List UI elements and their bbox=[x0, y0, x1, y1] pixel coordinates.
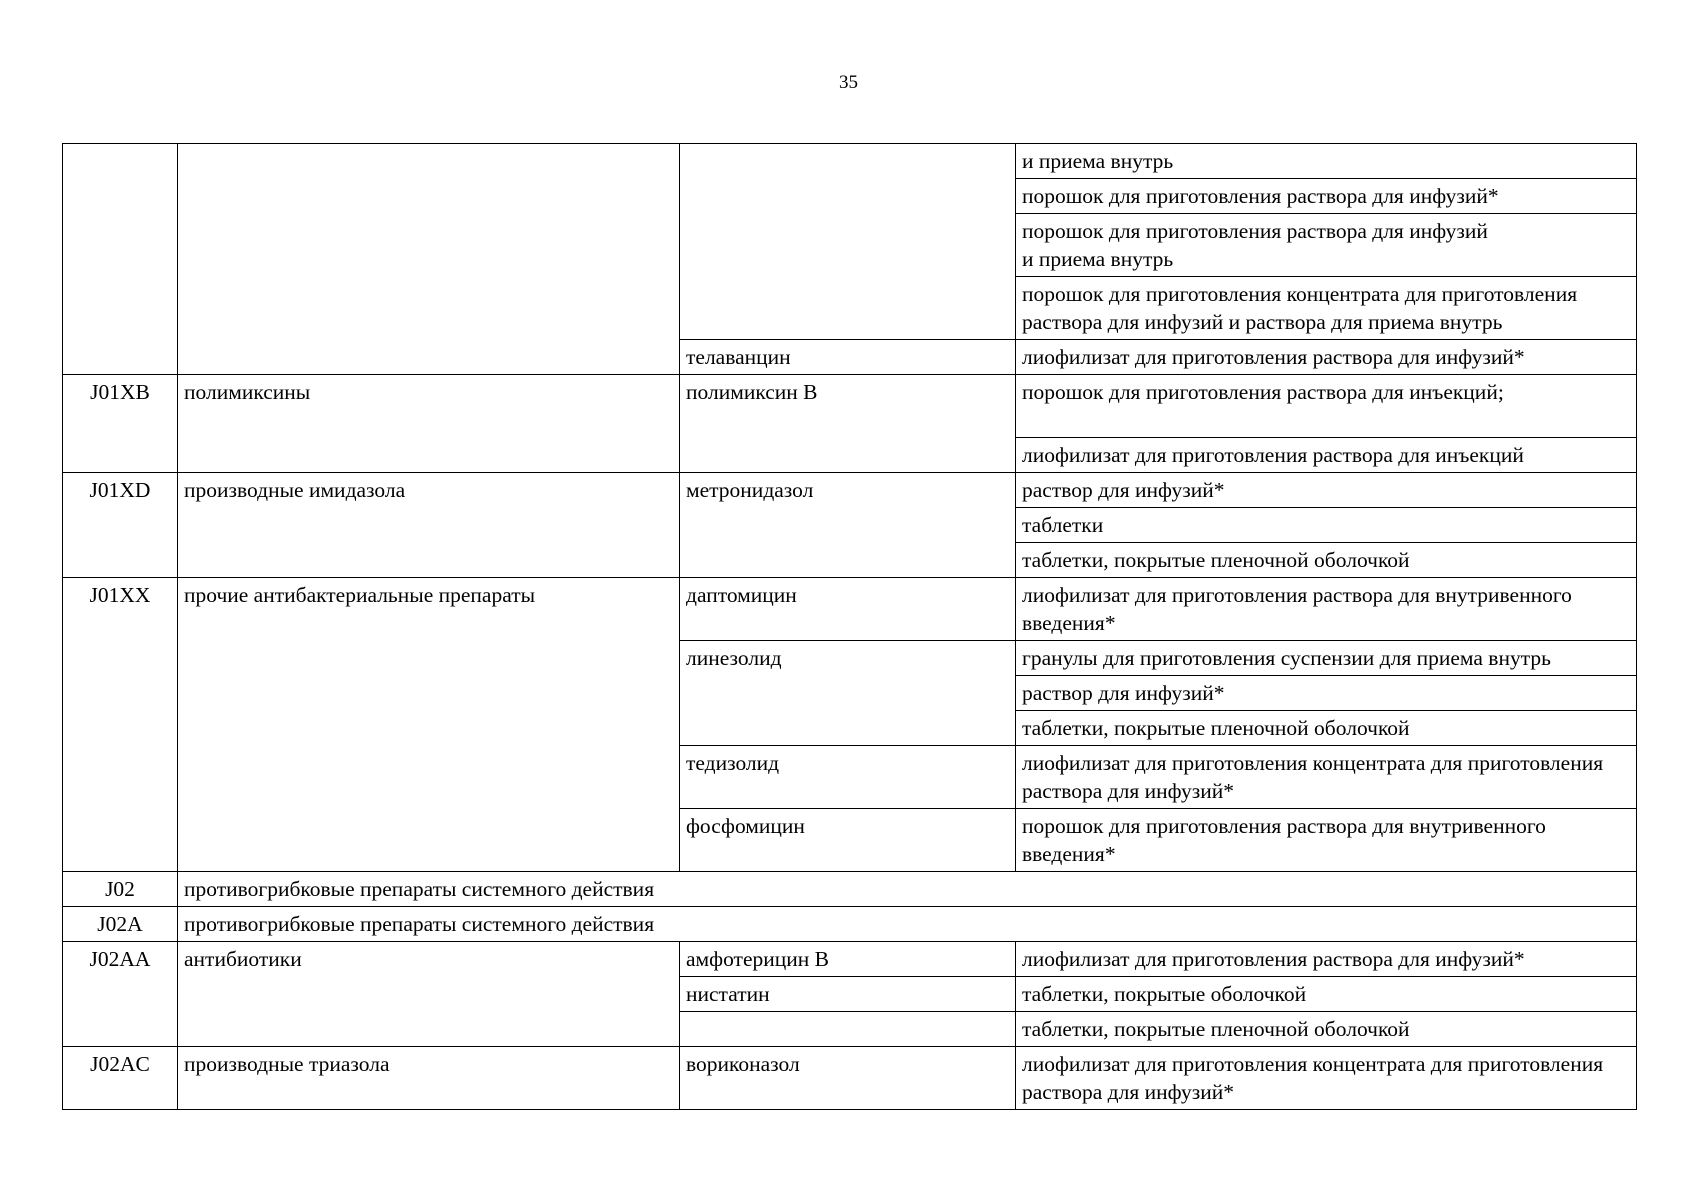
atc-code: J02AA bbox=[63, 942, 178, 1047]
form-cell: лиофилизат для приготовления раствора для инъекций bbox=[1016, 438, 1637, 473]
drug-cell: вориконазол bbox=[680, 1047, 1016, 1110]
drug-cell: тедизолид bbox=[680, 746, 1016, 809]
atc-code: J02AC bbox=[63, 1047, 178, 1110]
group-name: полимиксины bbox=[178, 375, 680, 473]
group-name: производные имидазола bbox=[178, 473, 680, 578]
table-row bbox=[63, 473, 1637, 508]
group-cell-empty bbox=[178, 144, 680, 375]
form-cell: таблетки, покрытые пленочной оболочкой bbox=[1016, 543, 1637, 578]
atc-code: J01XX bbox=[63, 578, 178, 872]
form-cell: лиофилизат для приготовления концентрата для приготовления раствора для инфузий* bbox=[1016, 1047, 1637, 1110]
form-cell: и приема внутрь bbox=[1016, 144, 1637, 179]
drug-table-grid bbox=[62, 143, 1637, 1110]
table-row bbox=[63, 375, 1637, 438]
form-cell: лиофилизат для приготовления концентрата для приготовления раствора для инфузий* bbox=[1016, 746, 1637, 809]
form-cell: порошок для приготовления раствора для инфузий и приема внутрь bbox=[1016, 214, 1637, 277]
form-cell: таблетки, покрытые пленочной оболочкой bbox=[1016, 711, 1637, 746]
form-cell: раствор для инфузий* bbox=[1016, 473, 1637, 508]
form-cell: таблетки bbox=[1016, 508, 1637, 543]
table-row bbox=[63, 1047, 1637, 1110]
drug-cell: полимиксин B bbox=[680, 375, 1016, 473]
drug-cell: фосфомицин bbox=[680, 809, 1016, 872]
form-cell: порошок для приготовления раствора для инъекций; bbox=[1016, 375, 1637, 438]
form-cell: лиофилизат для приготовления раствора для инфузий* bbox=[1016, 942, 1637, 977]
atc-code: J01XB bbox=[63, 375, 178, 473]
drug-cell: метронидазол bbox=[680, 473, 1016, 578]
table-row bbox=[63, 942, 1637, 977]
form-cell: порошок для приготовления концентрата для приготовления раствора для инфузий и раствора для приема внутрь bbox=[1016, 277, 1637, 340]
table-row bbox=[63, 144, 1637, 179]
page-number: 35 bbox=[839, 72, 858, 93]
group-name: прочие антибактериальные препараты bbox=[178, 578, 680, 872]
drug-cell: телаванцин bbox=[680, 340, 1016, 375]
form-cell: лиофилизат для приготовления раствора для внутривенного введения* bbox=[1016, 578, 1637, 641]
table-row bbox=[63, 872, 1637, 907]
group-name: антибиотики bbox=[178, 942, 680, 1047]
table-row bbox=[63, 578, 1637, 641]
drug-cell-empty bbox=[680, 1012, 1016, 1047]
code-cell-empty bbox=[63, 144, 178, 375]
atc-code: J02 bbox=[63, 872, 178, 907]
atc-code: J02A bbox=[63, 907, 178, 942]
atc-code: J01XD bbox=[63, 473, 178, 578]
form-cell: гранулы для приготовления суспензии для приема внутрь bbox=[1016, 641, 1637, 676]
form-cell: таблетки, покрытые пленочной оболочкой bbox=[1016, 1012, 1637, 1047]
drug-cell: линезолид bbox=[680, 641, 1016, 746]
table-row bbox=[63, 907, 1637, 942]
drug-cell: амфотерицин B bbox=[680, 942, 1016, 977]
drug-cell-empty bbox=[680, 144, 1016, 340]
group-name: противогрибковые препараты системного действия bbox=[178, 907, 1637, 942]
drug-cell: даптомицин bbox=[680, 578, 1016, 641]
form-cell: лиофилизат для приготовления раствора для инфузий* bbox=[1016, 340, 1637, 375]
form-cell: порошок для приготовления раствора для внутривенного введения* bbox=[1016, 809, 1637, 872]
group-name: противогрибковые препараты системного действия bbox=[178, 872, 1637, 907]
group-name: производные триазола bbox=[178, 1047, 680, 1110]
form-cell: порошок для приготовления раствора для инфузий* bbox=[1016, 179, 1637, 214]
form-cell: таблетки, покрытые оболочкой bbox=[1016, 977, 1637, 1012]
form-cell: раствор для инфузий* bbox=[1016, 676, 1637, 711]
drug-table bbox=[62, 143, 1636, 1110]
drug-cell: нистатин bbox=[680, 977, 1016, 1012]
